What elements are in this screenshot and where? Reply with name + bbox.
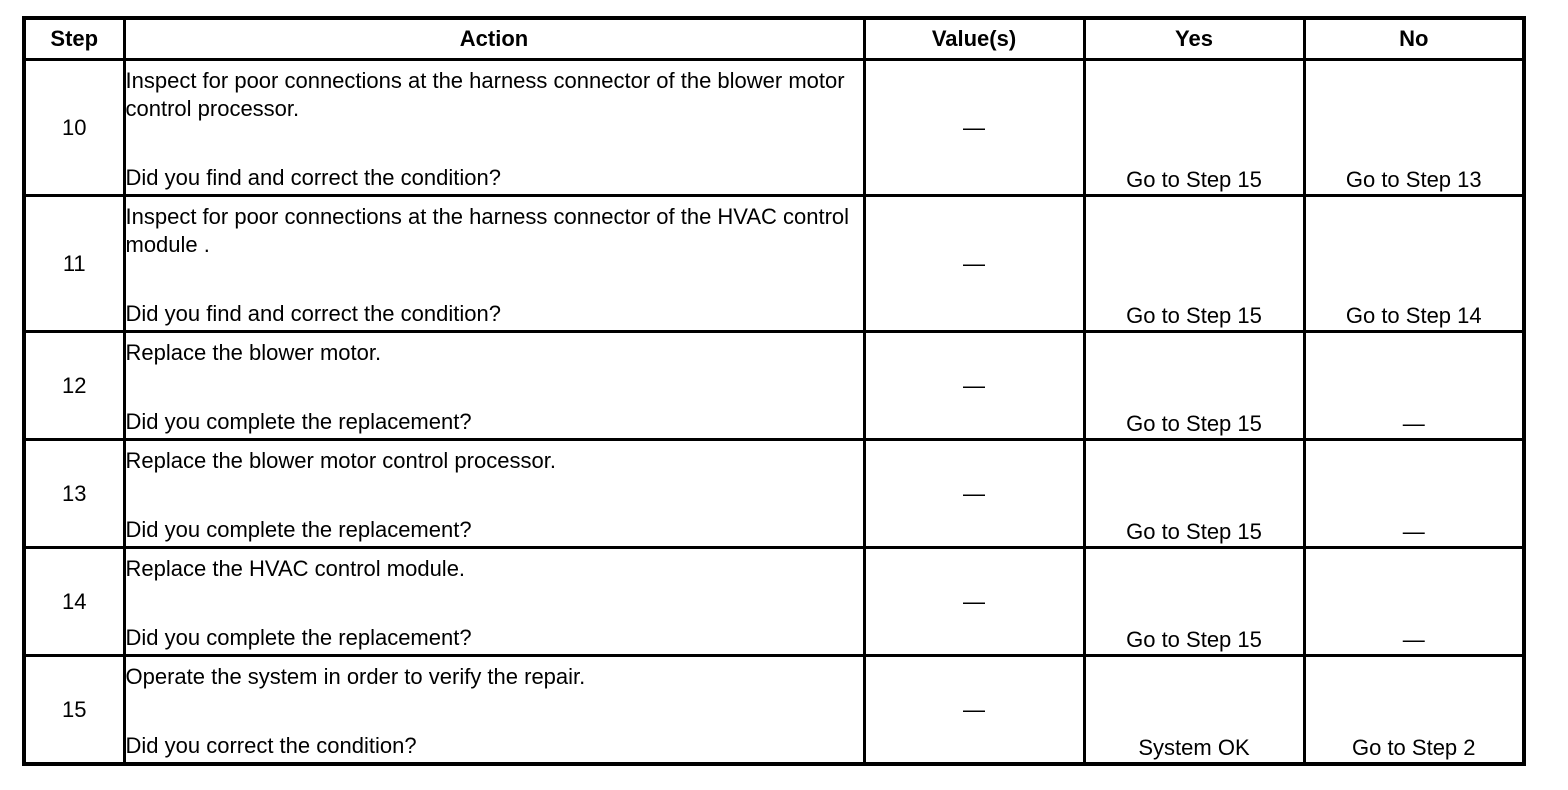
yes-cell: Go to Step 15 (1084, 548, 1304, 656)
diagnostic-table (22, 16, 1526, 766)
value-cell: — (864, 332, 1084, 440)
value-cell: — (864, 440, 1084, 548)
no-cell: — (1304, 440, 1524, 548)
action-cell (124, 656, 864, 765)
table-row (24, 440, 1524, 548)
header-action: Action (124, 18, 864, 60)
action-cell (124, 196, 864, 332)
yes-cell: Go to Step 15 (1084, 196, 1304, 332)
step-number: 11 (24, 196, 124, 332)
table-row (24, 196, 1524, 332)
action-instruction: Operate the system in order to verify the repair. (125, 664, 586, 689)
yes-cell: System OK (1084, 656, 1304, 765)
step-number: 13 (24, 440, 124, 548)
header-step: Step (24, 18, 124, 60)
yes-cell: Go to Step 15 (1084, 332, 1304, 440)
action-question: Did you complete the replacement? (125, 409, 472, 434)
action-question: Did you complete the replacement? (125, 625, 472, 650)
action-question: Did you correct the condition? (125, 733, 417, 758)
action-instruction: Replace the blower motor. (125, 340, 382, 365)
yes-cell: Go to Step 15 (1084, 440, 1304, 548)
action-instruction: Inspect for poor connections at the harness connector of the HVAC control module . (125, 204, 850, 257)
no-cell: — (1304, 332, 1524, 440)
no-cell: Go to Step 14 (1304, 196, 1524, 332)
action-question: Did you find and correct the condition? (125, 165, 501, 190)
action-cell (124, 548, 864, 656)
value-cell: — (864, 196, 1084, 332)
no-cell: — (1304, 548, 1524, 656)
table-row (24, 548, 1524, 656)
action-question: Did you find and correct the condition? (125, 301, 501, 326)
value-cell: — (864, 60, 1084, 196)
header-no: No (1304, 18, 1524, 60)
action-instruction: Replace the HVAC control module. (125, 556, 466, 581)
header-row (24, 18, 1524, 60)
no-cell: Go to Step 13 (1304, 60, 1524, 196)
table-row (24, 60, 1524, 196)
action-cell (124, 60, 864, 196)
action-question: Did you complete the replacement? (125, 517, 472, 542)
step-number: 14 (24, 548, 124, 656)
action-instruction: Inspect for poor connections at the harness connector of the blower motor control processor. (125, 68, 845, 121)
table-row (24, 656, 1524, 765)
value-cell: — (864, 548, 1084, 656)
step-number: 12 (24, 332, 124, 440)
header-yes: Yes (1084, 18, 1304, 60)
header-values: Value(s) (864, 18, 1084, 60)
step-number: 15 (24, 656, 124, 765)
action-cell (124, 332, 864, 440)
value-cell: — (864, 656, 1084, 765)
yes-cell: Go to Step 15 (1084, 60, 1304, 196)
step-number: 10 (24, 60, 124, 196)
table-row (24, 332, 1524, 440)
no-cell: Go to Step 2 (1304, 656, 1524, 765)
action-cell (124, 440, 864, 548)
action-instruction: Replace the blower motor control processor. (125, 448, 556, 473)
